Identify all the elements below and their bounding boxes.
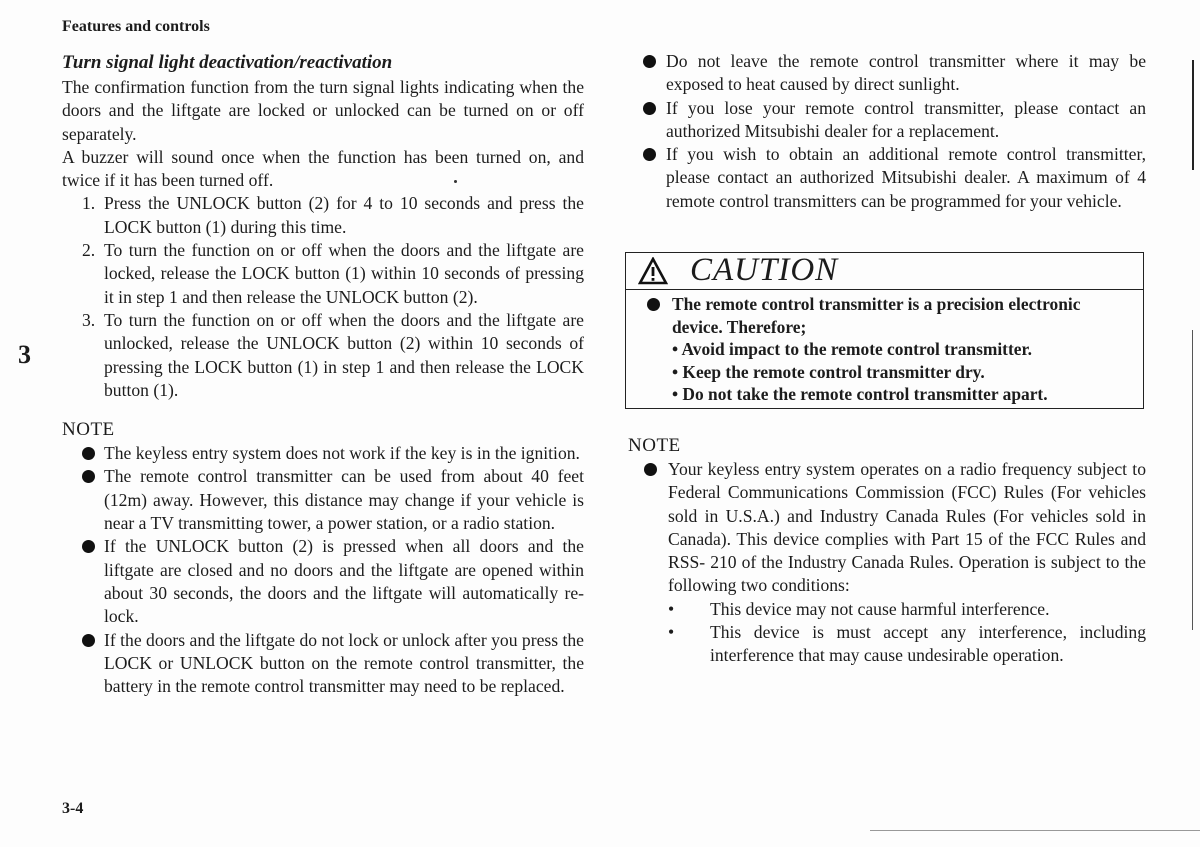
note-text: If the doors and the liftgate do not lock or unlock after you press the LOCK or UNLOCK button on the remote control transmitter, the battery in the remote control transmitter may need to be replaced. bbox=[104, 629, 584, 697]
step-item bbox=[62, 309, 584, 402]
note-text: The remote control transmitter can be used from about 40 feet (12m) away. However, this distance may change if your vehicle is near a TV transmitting tower, a power station, or a radio station. bbox=[104, 466, 584, 534]
caution-body bbox=[626, 290, 1143, 406]
bullet-dot-icon bbox=[644, 463, 657, 476]
caution-title: CAUTION bbox=[690, 252, 839, 288]
caution-item: • Avoid impact to the remote control transmitter. bbox=[672, 339, 1032, 360]
note-text: If the UNLOCK button (2) is pressed when all doors and the liftgate are closed and no doors and the liftgate are opened within about 30 seconds, the doors and the liftgate will automatically re-lock. bbox=[104, 536, 584, 627]
step-item bbox=[62, 192, 584, 239]
condition-item: • This device is must accept any interference, including interference that may cause undesirable operation. bbox=[668, 621, 1146, 668]
note-item bbox=[62, 442, 584, 465]
step-text: Press the UNLOCK button (2) for 4 to 10 seconds and press the LOCK button (1) during this time. bbox=[104, 193, 584, 237]
caution-lead: The remote control transmitter is a precision electronic device. Therefore; bbox=[672, 294, 1081, 337]
bullet-dot-icon bbox=[643, 55, 656, 68]
bullet-dot-icon bbox=[643, 148, 656, 161]
note-item bbox=[62, 465, 584, 535]
bullet-item bbox=[628, 50, 1146, 97]
note-heading: NOTE bbox=[628, 435, 681, 456]
transmitter-bullets bbox=[628, 50, 1146, 213]
step-text: To turn the function on or off when the doors and the liftgate are unlocked, release the UNLOCK button (2) within 10 seconds of pressing the LOCK button (1) in step 1 and then release the LOCK button (1). bbox=[104, 309, 584, 400]
step-number: 1. bbox=[82, 193, 96, 214]
note-list bbox=[62, 442, 584, 698]
bullet-text: If you wish to obtain an additional remote control transmitter, please contact an authorized Mitsubishi dealer. A maximum of 4 remote control transmitters can be programmed for your vehicle. bbox=[666, 144, 1146, 211]
right-note bbox=[628, 422, 1146, 668]
bullet-dot-icon bbox=[82, 540, 95, 553]
caution-item: • Keep the remote control transmitter dry. bbox=[672, 361, 985, 382]
note-item bbox=[628, 458, 1146, 668]
bullet-item bbox=[628, 143, 1146, 213]
step-text: To turn the function on or off when the doors and the liftgate are locked, release the LOCK button (1) within 10 seconds of pressing it in step 1 and then release the UNLOCK button (2). bbox=[104, 240, 584, 307]
condition-item: • This device may not cause harmful interference. bbox=[668, 598, 1146, 621]
section-title: Turn signal light deactivation/reactivation bbox=[62, 52, 393, 73]
fcc-note-list bbox=[628, 458, 1146, 668]
note-item bbox=[62, 629, 584, 699]
warning-triangle-icon bbox=[638, 257, 668, 285]
fcc-note-text: Your keyless entry system operates on a radio frequency subject to Federal Communications Commission (FCC) Rules (For vehicles sold in U.S.A.) and Industry Canada Rules (For vehicles sold in Canada). This device complies with Part 15 of the FCC Rules and RSS- 210 of the Industry Canada Rules. Operation is subject to the following two conditions: bbox=[668, 459, 1146, 596]
bullet-text: If you lose your remote control transmitter, please contact an authorized Mitsubishi dealer for a replacement. bbox=[666, 97, 1146, 141]
caution-item: • Do not take the remote control transmitter apart. bbox=[672, 384, 1048, 405]
footer-rule bbox=[870, 830, 1200, 831]
step-item bbox=[62, 239, 584, 309]
note-heading: NOTE bbox=[62, 419, 115, 441]
bullet-dot-icon bbox=[643, 102, 656, 115]
chapter-number: 3 bbox=[18, 340, 31, 369]
intro-paragraph-1: The confirmation function from the turn signal lights indicating when the doors and the liftgate are locked or unlocked can be turned on or off separately. bbox=[62, 77, 584, 144]
intro-paragraph-2: A buzzer will sound once when the function has been turned on, and twice if it has been turned off. bbox=[62, 146, 584, 191]
step-number: 3. bbox=[82, 309, 96, 330]
fcc-conditions bbox=[668, 598, 1146, 668]
page-edge-mark bbox=[1192, 330, 1193, 630]
left-column bbox=[62, 50, 584, 698]
bullet-dot-icon bbox=[82, 634, 95, 647]
bullet-dot-icon bbox=[647, 298, 660, 311]
caution-box bbox=[625, 252, 1144, 409]
caution-items bbox=[672, 338, 1135, 406]
bullet-dot-icon bbox=[82, 447, 95, 460]
step-number: 2. bbox=[82, 240, 96, 261]
bullet-dot-icon bbox=[82, 470, 95, 483]
page-edge-mark bbox=[1192, 60, 1194, 170]
page-number: 3-4 bbox=[62, 800, 84, 817]
steps-list bbox=[62, 192, 584, 402]
bullet-item bbox=[628, 97, 1146, 144]
note-text: The keyless entry system does not work if the key is in the ignition. bbox=[104, 443, 580, 464]
note-item bbox=[62, 535, 584, 628]
caution-header bbox=[626, 253, 1143, 290]
bullet-text: Do not leave the remote control transmitter where it may be exposed to heat caused by direct sunlight. bbox=[666, 51, 1146, 95]
right-column bbox=[628, 50, 1146, 213]
section-header: Features and controls bbox=[62, 18, 210, 35]
